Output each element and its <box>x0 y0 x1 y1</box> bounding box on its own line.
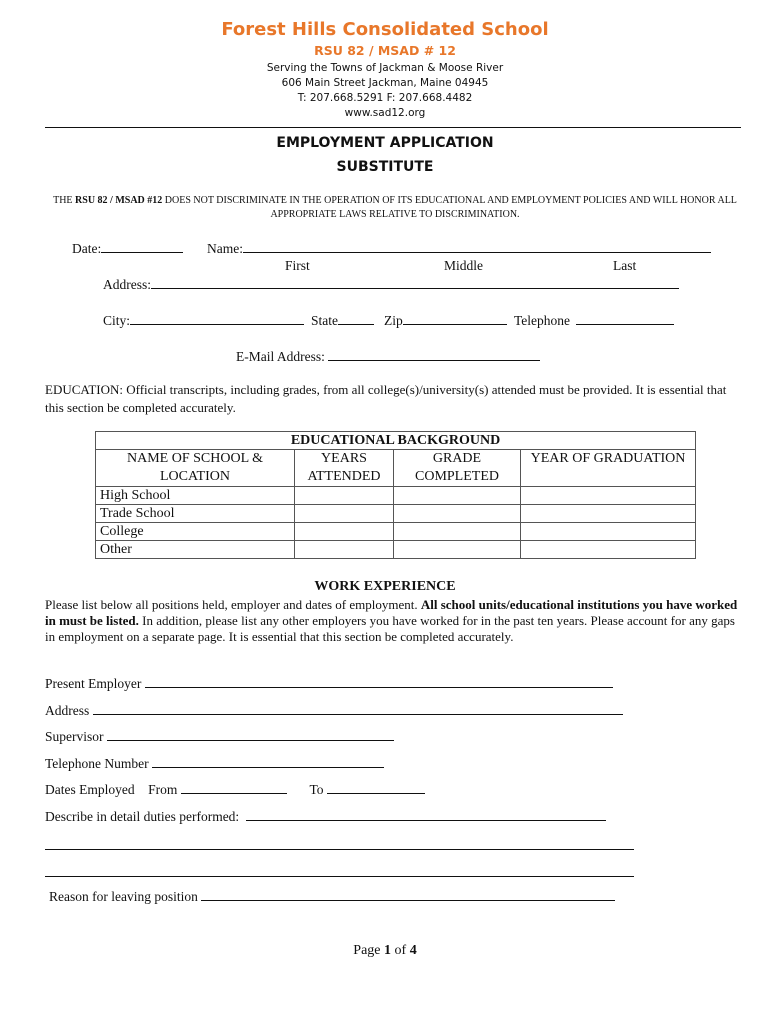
years-cell[interactable] <box>295 541 394 559</box>
column-header-grade: GRADE COMPLETED <box>394 450 521 487</box>
form-subtitle: SUBSTITUTE <box>336 159 434 175</box>
date-field[interactable]: Date: <box>72 240 183 257</box>
address-field[interactable]: Address: <box>103 276 679 293</box>
middle-name-label: Middle <box>444 258 483 273</box>
present-employer-field[interactable]: Present Employer <box>45 675 613 692</box>
education-note: EDUCATION: Official transcripts, including grades, from all college(s)/university(s) attended must be provided. It is essential that this section be completed accurately. <box>45 382 727 415</box>
table-row <box>96 523 696 541</box>
supervisor-field[interactable]: Supervisor <box>45 728 394 745</box>
form-title: EMPLOYMENT APPLICATION <box>276 135 494 151</box>
school-name: Forest Hills Consolidated School <box>221 19 549 40</box>
years-cell[interactable] <box>295 487 394 505</box>
years-cell[interactable] <box>295 523 394 541</box>
duties-line-3[interactable] <box>45 876 634 877</box>
school-phone-fax: T: 207.668.5291 F: 207.668.4482 <box>297 92 473 104</box>
education-table-title: EDUCATIONAL BACKGROUND <box>96 432 696 450</box>
grade-cell[interactable] <box>394 487 521 505</box>
education-table <box>95 431 696 559</box>
email-field[interactable]: E-Mail Address: <box>236 348 540 365</box>
page-number: Page 1 of 4 <box>353 943 417 958</box>
table-row <box>96 505 696 523</box>
grade-cell[interactable] <box>394 541 521 559</box>
header-divider <box>45 127 741 128</box>
grade-cell[interactable] <box>394 523 521 541</box>
dates-employed-from-field[interactable]: Dates Employed From <box>45 781 287 798</box>
reason-for-leaving-field[interactable]: Reason for leaving position <box>49 888 615 905</box>
city-field[interactable]: City: <box>103 312 304 329</box>
zip-field[interactable]: Zip <box>384 312 507 329</box>
row-label: Trade School <box>96 505 295 523</box>
column-header-graduation: YEAR OF GRADUATION <box>521 450 696 487</box>
employer-telephone-field[interactable]: Telephone Number <box>45 755 384 772</box>
school-website: www.sad12.org <box>344 107 426 119</box>
row-label: High School <box>96 487 295 505</box>
nondiscrimination-statement: THE RSU 82 / MSAD #12 DOES NOT DISCRIMINATE IN THE OPERATION OF ITS EDUCATIONAL AND EMPLOYMENT POLICIES AND WILL HONOR ALL APPROPRIATE LAWS RELATIVE TO DISCRIMINATION. <box>53 195 737 220</box>
table-row <box>96 541 696 559</box>
graduation-cell[interactable] <box>521 487 696 505</box>
serving-towns: Serving the Towns of Jackman & Moose River <box>266 62 504 74</box>
column-header-school: NAME OF SCHOOL & LOCATION <box>96 450 295 487</box>
work-experience-intro: Please list below all positions held, employer and dates of employment. All school units/educational institutions you have worked in must be listed. In addition, please list any other employers you have worked for in the past ten years. Please account for any gaps in employment on a separate page. It is essential that this section be completed accurately. <box>45 597 738 644</box>
graduation-cell[interactable] <box>521 505 696 523</box>
telephone-field[interactable]: Telephone <box>514 312 674 329</box>
grade-cell[interactable] <box>394 505 521 523</box>
work-experience-title: WORK EXPERIENCE <box>314 579 456 594</box>
school-address: 606 Main Street Jackman, Maine 04945 <box>281 77 489 89</box>
district-name: RSU 82 / MSAD # 12 <box>314 43 456 58</box>
employer-address-field[interactable]: Address <box>45 702 623 719</box>
duties-field[interactable]: Describe in detail duties performed: <box>45 808 606 825</box>
last-name-label: Last <box>613 258 637 273</box>
row-label: Other <box>96 541 295 559</box>
dates-employed-to-field[interactable]: To <box>303 781 425 798</box>
name-field[interactable]: Name: <box>207 240 711 257</box>
row-label: College <box>96 523 295 541</box>
graduation-cell[interactable] <box>521 541 696 559</box>
state-field[interactable]: State <box>311 312 374 329</box>
column-header-years: YEARS ATTENDED <box>295 450 394 487</box>
first-name-label: First <box>285 258 310 273</box>
years-cell[interactable] <box>295 505 394 523</box>
table-row <box>96 487 696 505</box>
graduation-cell[interactable] <box>521 523 696 541</box>
duties-line-2[interactable] <box>45 849 634 850</box>
